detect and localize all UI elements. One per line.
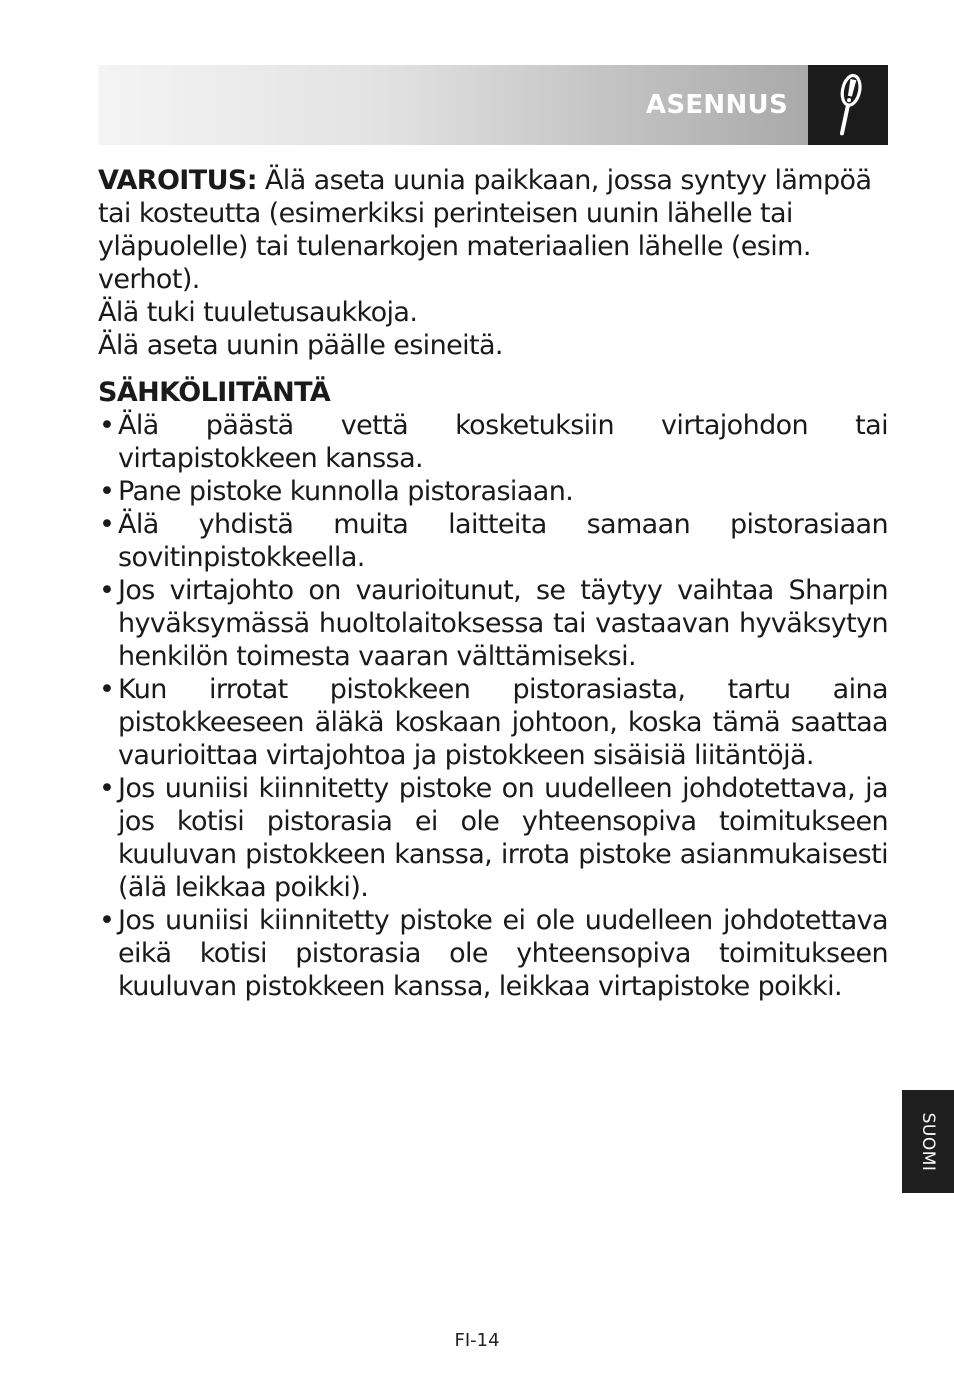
list-item: • Jos uuniisi kiinnitetty pistoke ei ole uudelleen johdotettava eikä kotisi pistorasia ole yhteensopiva toimitukseen kuuluvan pistokkeen kanssa, leikkaa virtapistoke poikki. [98, 904, 888, 1003]
language-tab [902, 1090, 954, 1193]
list-item: • Jos virtajohto on vaurioitunut, se täytyy vaihtaa Sharpin hyväksymässä huoltolaitoksessa tai vastaavan hyväksytyn henkilön toimesta vaaran välttämiseksi. [98, 574, 888, 673]
list-item: • Älä päästä vettä kosketuksiin virtajohdon tai virtapistokkeen kanssa. [98, 409, 888, 475]
main-content [98, 164, 888, 1003]
list-item: • Pane pistoke kunnolla pistorasiaan. [98, 475, 888, 508]
warning-block [98, 164, 888, 362]
warning-text: Älä aseta uunia paikkaan, jossa syntyy lämpöä tai kosteutta (esimerkiksi perinteisen uunin lähelle tai yläpuolelle) tai tulenarkojen materiaalien lähelle (esim. verhot). [98, 165, 872, 295]
warning-line-objects: Älä aseta uunin päälle esineitä. [98, 330, 503, 361]
warning-label: VAROITUS: [98, 165, 257, 196]
list-item: • Älä yhdistä muita laitteita samaan pistorasiaan sovitinpistokkeella. [98, 508, 888, 574]
language-tab-label: SUOMI [918, 1112, 938, 1171]
list-item: • Kun irrotat pistokkeen pistorasiasta, tartu aina pistokkeeseen äläkä koskaan johtoon, koska tämä saattaa vaurioittaa virtajohtoa ja pistokkeen sisäisiä liitäntöjä. [98, 673, 888, 772]
warning-paragraph [98, 164, 888, 296]
section-title: ASENNUS [645, 90, 788, 120]
warning-line-vents: Älä tuki tuuletusaukkoja. [98, 297, 418, 328]
section-header-bar [98, 65, 808, 145]
list-item: • Jos uuniisi kiinnitetty pistoke on uudelleen johdotettava, ja jos kotisi pistorasia ei ole yhteensopiva toimitukseen kuuluvan pistokkeen kanssa, irrota pistoke asianmukaisesti (älä leikkaa poikki). [98, 772, 888, 904]
warning-exclamation-icon [808, 65, 888, 145]
section-heading: SÄHKÖLIITÄNTÄ [98, 377, 331, 408]
bullet-list [98, 409, 888, 1003]
page-number: FI-14 [454, 1330, 500, 1351]
